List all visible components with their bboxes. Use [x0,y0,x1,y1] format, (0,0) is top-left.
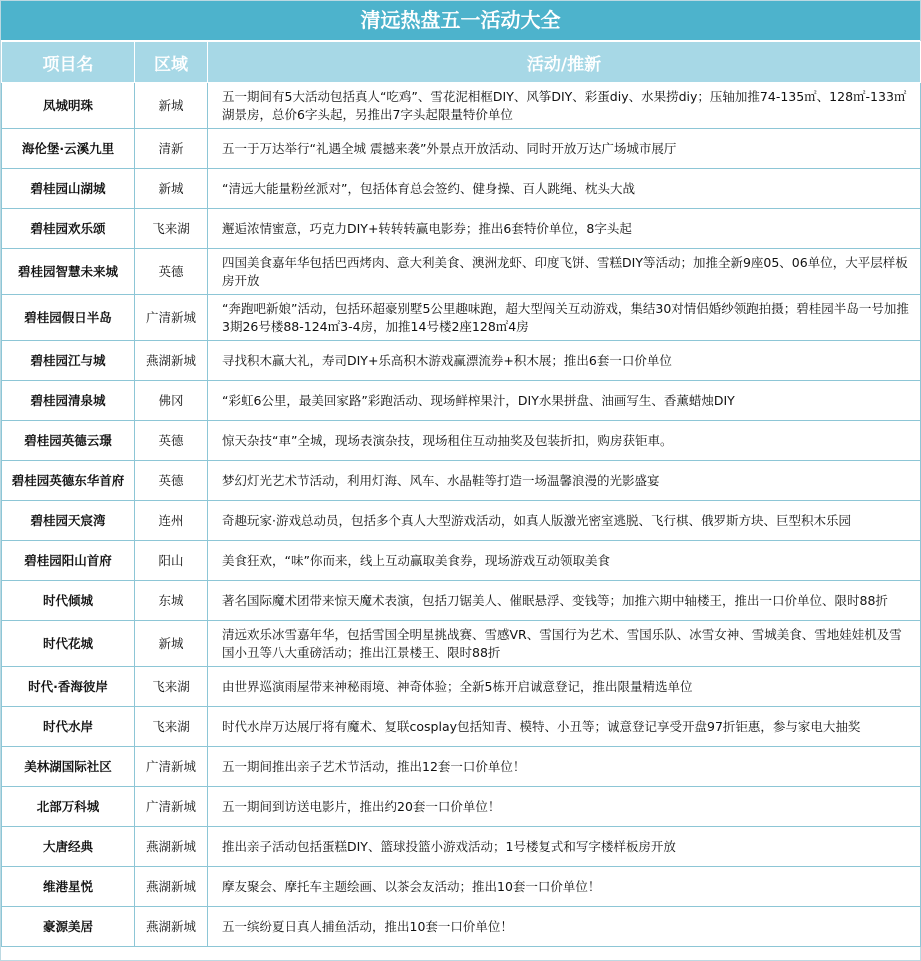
area-cell: 英德 [135,249,208,295]
area-cell: 燕湖新城 [135,827,208,867]
activity-cell: 惊天杂技“車”全城，现场表演杂技，现场租住互动抽奖及包装折扣，购房获钜車。 [208,421,921,461]
activity-cell: 五一期间有5大活动包括真人“吃鸡”、雪花泥相框DIY、风筝DIY、彩蛋diy、水果捞diy；压轴加推74-135㎡、128㎡-133㎡湖景房，总价6字头起，另推出7字头起限量特价单位 [208,83,921,129]
project-name-cell: 北部万科城 [2,787,135,827]
header-activity: 活动/推新 [208,42,921,83]
table-row [2,249,921,295]
area-cell: 广清新城 [135,747,208,787]
table-row [2,827,921,867]
project-name-cell: 碧桂园清泉城 [2,381,135,421]
activity-cell: 五一缤纷夏日真人捕鱼活动，推出10套一口价单位！ [208,907,921,947]
area-cell: 飞来湖 [135,667,208,707]
area-cell: 东城 [135,581,208,621]
activity-cell: 奇趣玩家·游戏总动员，包括多个真人大型游戏活动，如真人版激光密室逃脱、飞行棋、俄罗斯方块、巨型积木乐园 [208,501,921,541]
area-cell: 飞来湖 [135,209,208,249]
activity-cell: 摩友聚会、摩托车主题绘画、以茶会友活动；推出10套一口价单位！ [208,867,921,907]
activity-cell: “奔跑吧新娘”活动，包括环超豪别墅5公里趣味跑，超大型闯关互动游戏，集结30对情侣婚纱领跑拍摄；碧桂园半岛一号加推3期26号楼88-124㎡3-4房，加推14号楼2座128㎡4房 [208,295,921,341]
header-row [2,42,921,83]
table-row [2,667,921,707]
table-row [2,581,921,621]
activity-cell: 邂逅浓情蜜意，巧克力DIY+转转转赢电影券；推出6套特价单位，8字头起 [208,209,921,249]
table-row [2,381,921,421]
area-cell: 连州 [135,501,208,541]
area-cell: 英德 [135,421,208,461]
activity-cell: 五一期间推出亲子艺术节活动，推出12套一口价单位！ [208,747,921,787]
project-name-cell: 碧桂园假日半岛 [2,295,135,341]
project-name-cell: 时代花城 [2,621,135,667]
project-name-cell: 海伦堡·云溪九里 [2,129,135,169]
table-row [2,707,921,747]
project-name-cell: 碧桂园天宸湾 [2,501,135,541]
activity-cell: 时代水岸万达展厅将有魔术、复联cosplay包括知青、模特、小丑等；诚意登记享受开盘97折钜惠，参与家电大抽奖 [208,707,921,747]
activity-cell: 寻找积木赢大礼，寿司DIY+乐高积木游戏赢漂流券+积木展；推出6套一口价单位 [208,341,921,381]
table-row [2,129,921,169]
table-row [2,541,921,581]
table-row [2,787,921,827]
area-cell: 英德 [135,461,208,501]
table-row [2,461,921,501]
header-name: 项目名 [2,42,135,83]
activity-cell: 五一于万达举行“礼遇全城 震撼来袭”外景点开放活动、同时开放万达广场城市展厅 [208,129,921,169]
activity-cell: 著名国际魔术团带来惊天魔术表演，包括刀锯美人、催眠悬浮、变钱等；加推六期中轴楼王，推出一口价单位、限时88折 [208,581,921,621]
area-cell: 广清新城 [135,295,208,341]
project-name-cell: 碧桂园江与城 [2,341,135,381]
table-row [2,621,921,667]
area-cell: 新城 [135,621,208,667]
area-cell: 燕湖新城 [135,867,208,907]
area-cell: 飞来湖 [135,707,208,747]
project-name-cell: 时代·香海彼岸 [2,667,135,707]
activity-table [1,41,921,947]
header-area: 区域 [135,42,208,83]
project-name-cell: 碧桂园山湖城 [2,169,135,209]
area-cell: 清新 [135,129,208,169]
table-row [2,867,921,907]
activity-cell: 清远欢乐冰雪嘉年华，包括雪国全明星挑战赛、雪感VR、雪国行为艺术、雪国乐队、冰雪女神、雪城美食、雪地娃娃机及雪国小丑等八大重磅活动；推出江景楼王、限时88折 [208,621,921,667]
table-row [2,421,921,461]
activity-cell: 四国美食嘉年华包括巴西烤肉、意大利美食、澳洲龙虾、印度飞饼、雪糕DIY等活动；加推全新9座05、06单位，大平层样板房开放 [208,249,921,295]
activity-cell: 由世界巡演雨屋带来神秘雨境、神奇体验；全新5栋开启诚意登记，推出限量精选单位 [208,667,921,707]
area-cell: 阳山 [135,541,208,581]
table-row [2,169,921,209]
table-row [2,501,921,541]
activity-cell: 美食狂欢，“味”你而来，线上互动赢取美食券，现场游戏互动领取美食 [208,541,921,581]
activity-cell: 五一期间到访送电影片，推出约20套一口价单位！ [208,787,921,827]
activity-cell: “清远大能量粉丝派对”，包括体育总会签约、健身操、百人跳绳、枕头大战 [208,169,921,209]
project-name-cell: 豪源美居 [2,907,135,947]
project-name-cell: 凤城明珠 [2,83,135,129]
project-name-cell: 美林湖国际社区 [2,747,135,787]
page-title: 清远热盘五一活动大全 [1,1,920,41]
table-body [2,83,921,947]
project-name-cell: 碧桂园欢乐颂 [2,209,135,249]
table-row [2,295,921,341]
project-name-cell: 维港星悦 [2,867,135,907]
project-name-cell: 碧桂园英德东华首府 [2,461,135,501]
table-row [2,83,921,129]
project-name-cell: 大唐经典 [2,827,135,867]
project-name-cell: 碧桂园智慧未来城 [2,249,135,295]
activity-cell: “彩虹6公里，最美回家路”彩跑活动、现场鲜榨果汁，DIY水果拼盘、油画写生、香薰蜡烛DIY [208,381,921,421]
area-cell: 新城 [135,169,208,209]
activity-cell: 梦幻灯光艺术节活动，利用灯海、风车、水晶鞋等打造一场温馨浪漫的光影盛宴 [208,461,921,501]
project-name-cell: 碧桂园阳山首府 [2,541,135,581]
project-name-cell: 碧桂园英德云璟 [2,421,135,461]
table-row [2,209,921,249]
area-cell: 燕湖新城 [135,341,208,381]
area-cell: 广清新城 [135,787,208,827]
project-name-cell: 时代水岸 [2,707,135,747]
table-row [2,907,921,947]
area-cell: 新城 [135,83,208,129]
table-row [2,747,921,787]
area-cell: 佛冈 [135,381,208,421]
table-row [2,341,921,381]
area-cell: 燕湖新城 [135,907,208,947]
project-name-cell: 时代倾城 [2,581,135,621]
activity-cell: 推出亲子活动包括蛋糕DIY、篮球投篮小游戏活动；1号楼复式和写字楼样板房开放 [208,827,921,867]
